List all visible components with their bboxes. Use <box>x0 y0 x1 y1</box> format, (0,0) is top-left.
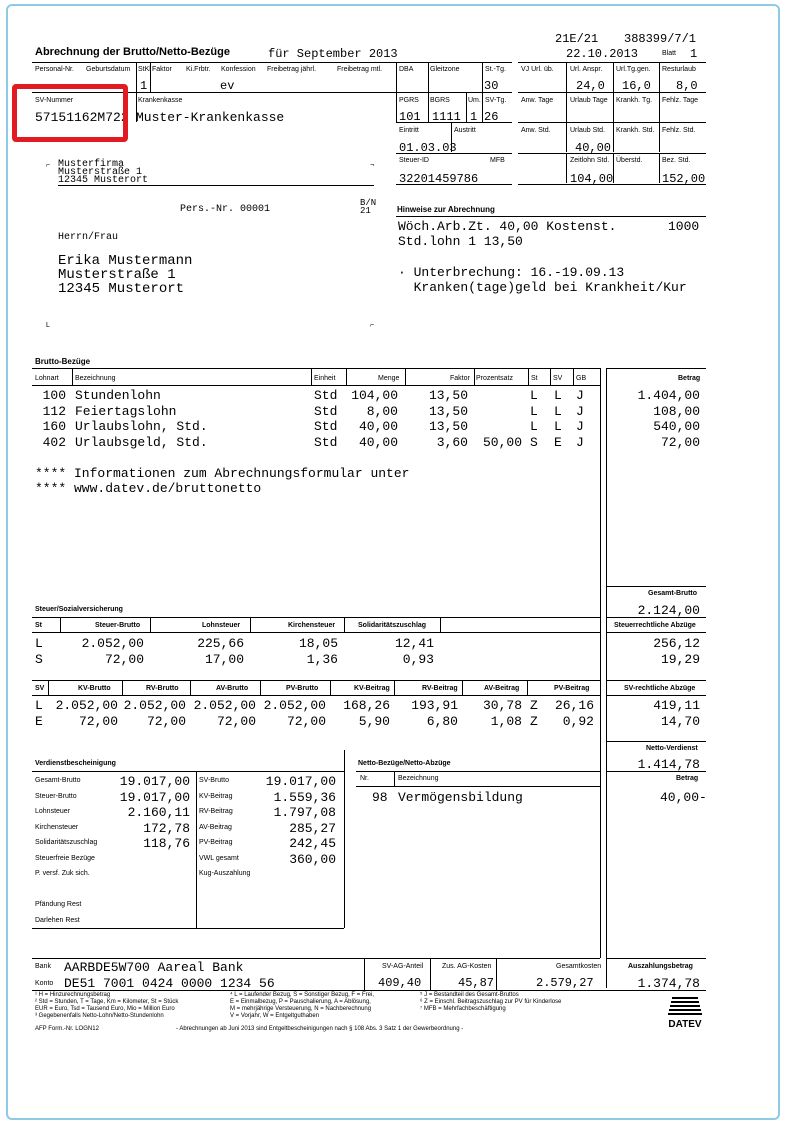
sv-gruppe: L <box>35 698 43 713</box>
zus-ag-value: 45,87 <box>458 976 495 990</box>
brutto-betrag: 1.404,00 <box>637 388 700 403</box>
col-bezeichnung: Bezeichnung <box>75 375 116 382</box>
col-st: St <box>531 375 538 382</box>
brutto-lohnart: 402 <box>42 434 66 450</box>
col-sv: SV <box>553 375 563 382</box>
sv-gruppe: E <box>35 714 43 729</box>
bn-label: B/N <box>360 198 377 208</box>
verdienst-right-label: VWL gesamt <box>199 854 239 862</box>
brutto-sv: E <box>554 434 562 450</box>
brutto-bezeichnung: Stundenlohn <box>75 388 161 403</box>
label-austritt: Austritt <box>454 127 476 134</box>
label-konfession: Konfession <box>221 66 256 73</box>
verdienst-left-label: P. versf. Zuk sich. <box>35 870 90 877</box>
footnotes-col3 <box>420 992 561 1013</box>
brutto-lohnart: 160 <box>42 419 66 434</box>
rv-beitrag: 193,91 <box>411 698 458 713</box>
col-sv-sv: SV <box>35 685 45 692</box>
label-anw-std: Anw. Std. <box>521 127 551 134</box>
salutation: Herrn/Frau <box>58 232 119 243</box>
steuer-st: S <box>35 652 43 667</box>
footnote-2: ² Std = Stunden, T = Tage, Km = Kilometer, St = Stück <box>35 999 179 1005</box>
label-resturlaub: Resturlaub <box>662 66 696 73</box>
brutto-st: L <box>530 388 538 403</box>
brutto-st: S <box>530 434 538 450</box>
label-krankh-std: Krankh. Std. <box>616 127 655 134</box>
datev-logo-text: DATEV <box>668 1019 702 1030</box>
col-gb: GB <box>576 375 587 382</box>
gesamtkosten-label: Gesamtkosten <box>556 963 602 970</box>
label-krankenkasse: Krankenkasse <box>138 97 183 104</box>
verdienst-right-label: AV-Beitrag <box>199 823 232 831</box>
label-bgrs: BGRS <box>430 97 450 104</box>
label-faktor: Faktor <box>152 66 172 73</box>
pers-nr: Pers.-Nr. 00001 <box>180 204 271 215</box>
verdienst-right-label: PV-Beitrag <box>199 839 233 846</box>
brutto-betrag: 72,00 <box>660 434 700 450</box>
label-geburtsdatum: Geburtsdatum <box>86 66 131 73</box>
verdienst-right-label: Kug-Auszahlung <box>199 870 251 877</box>
footnotes-col2 <box>230 992 374 1020</box>
urlaub-std-value: 40,00 <box>575 141 612 155</box>
doc-code: 21E/21 <box>555 32 599 46</box>
col-av-brutto: AV-Brutto <box>216 685 249 692</box>
form-nr: AFP Form.-Nr. LOGN12 <box>35 1026 99 1032</box>
col-kv-beitrag: KV-Beitrag <box>354 685 390 692</box>
legal-note: - Abrechnungen ab Juni 2013 sind Entgeltbescheinigungen nach § 108 Abs. 3 Satz 1 der Gewerbeordnung - <box>176 1026 464 1032</box>
brutto-st: L <box>530 419 538 434</box>
st-tg-value: 30 <box>484 79 499 93</box>
brutto-einheit: Std <box>314 403 338 419</box>
col-rv-brutto: RV-Brutto <box>146 685 179 692</box>
label-eintritt: Eintritt <box>399 127 419 134</box>
brutto-einheit: Std <box>314 434 338 450</box>
label-st-tg: St.-Tg. <box>485 66 507 73</box>
brutto-st: L <box>530 403 538 419</box>
label-urlaub-std: Urlaub Std. <box>570 127 606 134</box>
pv-brutto: 2.052,00 <box>263 698 326 713</box>
brutto-prozentsatz: 50,00 <box>482 434 522 450</box>
label-krankh-tg: Krankh. Tg. <box>616 97 653 104</box>
verdienst-title: Verdienstbescheinigung <box>35 760 116 767</box>
brutto-menge: 8,00 <box>366 403 398 419</box>
rv-beitrag: 6,80 <box>426 714 458 729</box>
steuer-brutto: 2.052,00 <box>81 636 144 651</box>
zus-ag-label: Zus. AG-Kosten <box>442 963 492 970</box>
col-av-beitrag: AV-Beitrag <box>484 685 520 692</box>
label-dba: DBA <box>399 66 414 73</box>
nb-row-nr: 98 <box>372 790 388 805</box>
krankenkasse-value: Muster-Krankenkasse <box>136 110 285 125</box>
footnote-4d: V = Vorjahr, W = Entgeltguthaben <box>230 1013 320 1019</box>
bgrs-value: 1111 <box>432 110 461 124</box>
sender-line1: Musterfirma <box>58 159 125 170</box>
url-tg-gen-value: 16,0 <box>622 79 651 93</box>
hinweise-line3: · Unterbrechung: 16.-19.09.13 <box>398 265 625 280</box>
solidaritaetszuschlag: 0,93 <box>402 652 434 667</box>
solidaritaetszuschlag: 12,41 <box>394 636 434 651</box>
pv-beitrag: 26,16 <box>554 698 594 713</box>
brutto-sv: L <box>554 403 562 419</box>
label-freibetrag-m: Freibetrag mtl. <box>337 66 383 73</box>
col-steuerrechtliche-abzuege: Steuerrechtliche Abzüge <box>614 622 696 629</box>
sv-ag-label: SV-AG-Anteil <box>382 963 424 970</box>
verdienst-left-label: Steuerfreie Bezüge <box>35 854 95 862</box>
brutto-faktor: 13,50 <box>428 419 468 434</box>
label-url-anspr: Url. Anspr. <box>570 66 603 73</box>
gesamt-brutto-value: 2.124,00 <box>637 603 700 618</box>
sender-line3: 12345 Musterort <box>58 175 149 186</box>
sender-address <box>58 161 148 185</box>
recipient-name: Erika Mustermann <box>58 253 193 269</box>
rv-brutto: 2.052,00 <box>123 698 186 713</box>
col-kv-brutto: KV-Brutto <box>78 685 111 692</box>
brutto-bezeichnung: Feiertagslohn <box>75 403 177 419</box>
kv-brutto: 2.052,00 <box>55 698 118 713</box>
url-anspr-value: 24,0 <box>576 79 605 93</box>
recipient-city: 12345 Musterort <box>58 281 185 297</box>
verdienst-right-value: 1.797,08 <box>273 805 336 820</box>
info-line1: **** Informationen zum Abrechnungsformular unter <box>35 466 410 481</box>
info-line2: **** www.datev.de/bruttonetto <box>35 481 262 496</box>
steuerrechtliche-abzuege: 19,29 <box>660 652 700 667</box>
footnote-5: ⁵ J = Bestandteil des Gesamt-Bruttos <box>420 992 519 998</box>
sv-nummer-value: 57151162M722 <box>35 110 129 125</box>
col-pv-beitrag: PV-Beitrag <box>554 685 590 692</box>
brutto-gb: J <box>576 434 584 450</box>
brutto-menge: 40,00 <box>358 434 398 450</box>
brutto-einheit: Std <box>314 388 338 403</box>
brutto-bezeichnung: Urlaubslohn, Std. <box>75 419 208 434</box>
netto-verdienst-label: Netto-Verdienst <box>646 745 698 752</box>
netto-bezuege-title: Netto-Bezüge/Netto-Abzüge <box>358 760 451 767</box>
av-brutto: 2.052,00 <box>193 698 256 713</box>
label-fehlz-std: Fehlz. Std. <box>662 127 696 134</box>
kv-beitrag: 5,90 <box>358 714 390 729</box>
label-freibetrag-j: Freibetrag jährl. <box>267 66 317 73</box>
verdienst-left-label: Kirchensteuer <box>35 823 79 831</box>
sv-rechtliche-abzuege: 419,11 <box>653 698 700 713</box>
col-faktor: Faktor <box>450 375 470 382</box>
footnote-4b: E = Einmalbezug, P = Pauschalierung, A = Ablösung, <box>230 999 371 1005</box>
verdienst-left-label: Steuer-Brutto <box>35 792 77 800</box>
col-pv-brutto: PV-Brutto <box>286 685 319 692</box>
nb-row-betrag: 40,00- <box>660 790 707 805</box>
brutto-menge: 40,00 <box>358 419 398 434</box>
brutto-lohnart: 100 <box>42 388 66 403</box>
label-url-tg-gen: Url.Tg.gen. <box>616 66 651 73</box>
col-lohnsteuer: Lohnsteuer <box>202 622 241 629</box>
col-lohnart: Lohnart <box>35 375 59 382</box>
verdienst-left-label: Pfändung Rest <box>35 901 82 908</box>
eintritt-value: 01.03.03 <box>399 141 457 155</box>
hinweise-line4: Kranken(tage)geld bei Krankheit/Kur <box>398 280 687 295</box>
brutto-faktor: 3,60 <box>436 434 468 450</box>
pv-zuschlag-flag: Z <box>530 714 538 729</box>
page-title: Abrechnung der Brutto/Netto-Bezüge <box>35 46 230 58</box>
datev-logo <box>664 996 706 1030</box>
steuer-brutto: 72,00 <box>104 652 144 667</box>
period: für September 2013 <box>268 47 398 61</box>
col-nb-bez: Bezeichnung <box>398 775 439 782</box>
nb-row-bez: Vermögensbildung <box>398 790 523 805</box>
col-nb-betrag: Betrag <box>676 775 699 782</box>
netto-verdienst-value: 1.414,78 <box>637 757 700 772</box>
highlight-box <box>12 84 128 142</box>
pgrs-value: 101 <box>399 110 421 124</box>
hinweise-line1: Wöch.Arb.Zt. 40,00 Kostenst. <box>398 219 617 234</box>
col-rv-beitrag: RV-Beitrag <box>422 685 458 692</box>
brutto-faktor: 13,50 <box>428 403 468 419</box>
brutto-gb: J <box>576 419 584 434</box>
auszahlung-value: 1.374,78 <box>637 976 700 991</box>
col-sv-abzuege: SV-rechtliche Abzüge <box>624 685 696 692</box>
kirchensteuer: 18,05 <box>298 636 338 651</box>
verdienst-right-label: KV-Beitrag <box>199 792 233 800</box>
label-kifrbtr: Ki.Frbtr. <box>186 66 211 73</box>
label-steuer-id: Steuer-ID <box>399 157 429 164</box>
brutto-gb: J <box>576 388 584 403</box>
verdienst-right-label: RV-Beitrag <box>199 808 233 815</box>
konto-label: Konto <box>35 980 54 987</box>
label-um: Um. <box>468 97 481 104</box>
verdienst-left-label: Solidaritätszuschlag <box>35 839 98 846</box>
sv-tg-value: 26 <box>484 110 499 124</box>
bank-label: Bank <box>35 963 51 970</box>
verdienst-left-value: 19.017,00 <box>119 774 190 789</box>
sender-line2: Musterstraße 1 <box>58 167 143 178</box>
label-personal-nr: Personal-Nr. <box>35 66 74 73</box>
label-gleitzone: Gleitzone <box>430 66 460 73</box>
verdienst-left-label: Lohnsteuer <box>35 808 71 815</box>
um-value: 1 <box>470 110 478 124</box>
bn-value: 21 <box>360 206 371 216</box>
col-menge: Menge <box>378 375 400 382</box>
gesamtkosten-value: 2.579,27 <box>536 976 594 990</box>
verdienst-left-value: 19.017,00 <box>119 789 190 805</box>
brutto-menge: 104,00 <box>351 388 398 403</box>
label-zeitlohn: Zeitlohn Std. <box>570 157 610 164</box>
col-betrag: Betrag <box>678 375 701 382</box>
doc-date: 22.10.2013 <box>566 47 639 61</box>
col-steuer-st: St <box>35 622 42 629</box>
footnote-2b: EUR = Euro, Tsd = Tausend Euro, Mio = Million Euro <box>35 1006 175 1012</box>
steuer-st: L <box>35 636 43 651</box>
steuer-id-value: 32201459786 <box>399 172 479 186</box>
col-nb-nr: Nr. <box>360 775 369 782</box>
zeitlohn-value: 104,00 <box>570 172 614 186</box>
doc-ref: 388399/7/1 <box>624 32 697 46</box>
kv-beitrag: 168,26 <box>343 698 390 713</box>
brutto-sv: L <box>554 419 562 434</box>
brutto-einheit: Std <box>314 419 338 434</box>
label-sv-nummer: SV-Nummer <box>35 97 74 104</box>
col-einheit: Einheit <box>314 375 336 382</box>
verdienst-right-label: SV-Brutto <box>199 777 229 784</box>
footnote-4: ⁴ L = Laufender Bezug, S = Sonstiger Bezug, F = Frei, <box>230 992 374 998</box>
footnote-3: ³ Gegebenenfalls Netto-Lohn/Netto-Stundenlohn <box>35 1013 164 1019</box>
col-prozentsatz: Prozentsatz <box>476 375 513 382</box>
pv-brutto: 72,00 <box>286 714 326 729</box>
hinweise-title: Hinweise zur Abrechnung <box>397 205 495 214</box>
sv-ag-value: 409,40 <box>378 976 422 990</box>
brutto-betrag: 108,00 <box>653 403 700 419</box>
verdienst-left-value: 2.160,11 <box>127 805 190 820</box>
col-steuer-brutto: Steuer-Brutto <box>95 622 141 629</box>
kv-brutto: 72,00 <box>78 714 118 729</box>
label-bez-std: Bez. Std. <box>662 157 691 164</box>
kirchensteuer: 1,36 <box>306 652 338 667</box>
brutto-faktor: 13,50 <box>428 388 468 403</box>
hinweise-line1-value: 1000 <box>668 219 700 234</box>
gesamt-brutto-label: Gesamt-Brutto <box>648 590 698 597</box>
verdienst-left-value: 172,78 <box>143 820 190 836</box>
av-brutto: 72,00 <box>216 714 256 729</box>
brutto-title: Brutto-Bezüge <box>35 357 91 366</box>
footnote-4c: M = mehrjährige Versteuerung, N = Nachberechnung <box>230 1006 372 1012</box>
label-urlaub-tage: Urlaub Tage <box>570 97 608 104</box>
verdienst-right-value: 360,00 <box>289 851 336 867</box>
hinweise-line2: Std.lohn 1 13,50 <box>398 234 523 249</box>
av-beitrag: 30,78 <box>482 698 522 713</box>
verdienst-right-value: 242,45 <box>289 836 336 851</box>
label-mfb: MFB <box>490 157 505 164</box>
verdienst-right-value: 1.559,36 <box>273 789 336 805</box>
verdienst-right-value: 285,27 <box>289 820 336 836</box>
bank-value: AARBDE5W700 Aareal Bank <box>64 960 244 975</box>
konto-value: DE51 7001 0424 0000 1234 56 <box>64 976 275 991</box>
label-sv-tg: SV-Tg. <box>485 97 507 104</box>
label-stkl: StKl <box>138 66 151 73</box>
pv-beitrag: 0,92 <box>562 714 594 729</box>
sv-rechtliche-abzuege: 14,70 <box>660 714 700 729</box>
label-ueberstd: Überstd. <box>616 157 643 164</box>
label-fehlz-tage: Fehlz. Tage <box>662 97 699 104</box>
lohnsteuer: 225,66 <box>197 636 244 651</box>
footnote-7: ⁷ MFB = Mehrfachbeschäftigung <box>420 1006 506 1012</box>
lohnsteuer: 17,00 <box>204 652 244 667</box>
auszahlung-label: Auszahlungsbetrag <box>628 963 693 970</box>
brutto-betrag: 540,00 <box>653 419 700 434</box>
label-vj-url: VJ Url. üb. <box>521 66 554 73</box>
blatt-label: Blatt <box>662 50 677 57</box>
footnote-1: ¹ H = Hinzurechnungsbetrag <box>35 992 111 998</box>
verdienst-left-value: 118,76 <box>143 836 190 851</box>
col-kirchensteuer: Kirchensteuer <box>288 622 336 629</box>
blatt-value: 1 <box>690 47 698 61</box>
verdienst-left-label: Gesamt-Brutto <box>35 777 81 784</box>
brutto-sv: L <box>554 388 562 403</box>
recipient-street: Musterstraße 1 <box>58 267 176 283</box>
stkl-value: 1 <box>140 79 148 93</box>
footnote-6: ⁶ Z = Einschl. Beitragszuschlag zur PV für Kinderlose <box>420 999 562 1005</box>
brutto-lohnart: 112 <box>42 403 66 419</box>
av-beitrag: 1,08 <box>490 714 522 729</box>
label-anw-tage: Anw. Tage <box>521 97 554 104</box>
verdienst-left-label: Darlehen Rest <box>35 916 80 924</box>
steuerrechtliche-abzuege: 256,12 <box>653 636 700 651</box>
brutto-gb: J <box>576 403 584 419</box>
col-soli: Solidaritätszuschlag <box>358 622 427 629</box>
pv-zuschlag-flag: Z <box>530 698 538 713</box>
rv-brutto: 72,00 <box>146 714 186 729</box>
label-pgrs: PGRS <box>399 97 419 104</box>
steuer-title: Steuer/Sozialversicherung <box>35 606 123 613</box>
verdienst-right-value: 19.017,00 <box>265 774 336 789</box>
footnotes-col1 <box>35 992 178 1020</box>
resturlaub-value: 8,0 <box>676 79 698 93</box>
brutto-bezeichnung: Urlaubsgeld, Std. <box>75 434 208 450</box>
konfession-value: ev <box>220 79 235 93</box>
bez-std-value: 152,00 <box>662 172 706 186</box>
